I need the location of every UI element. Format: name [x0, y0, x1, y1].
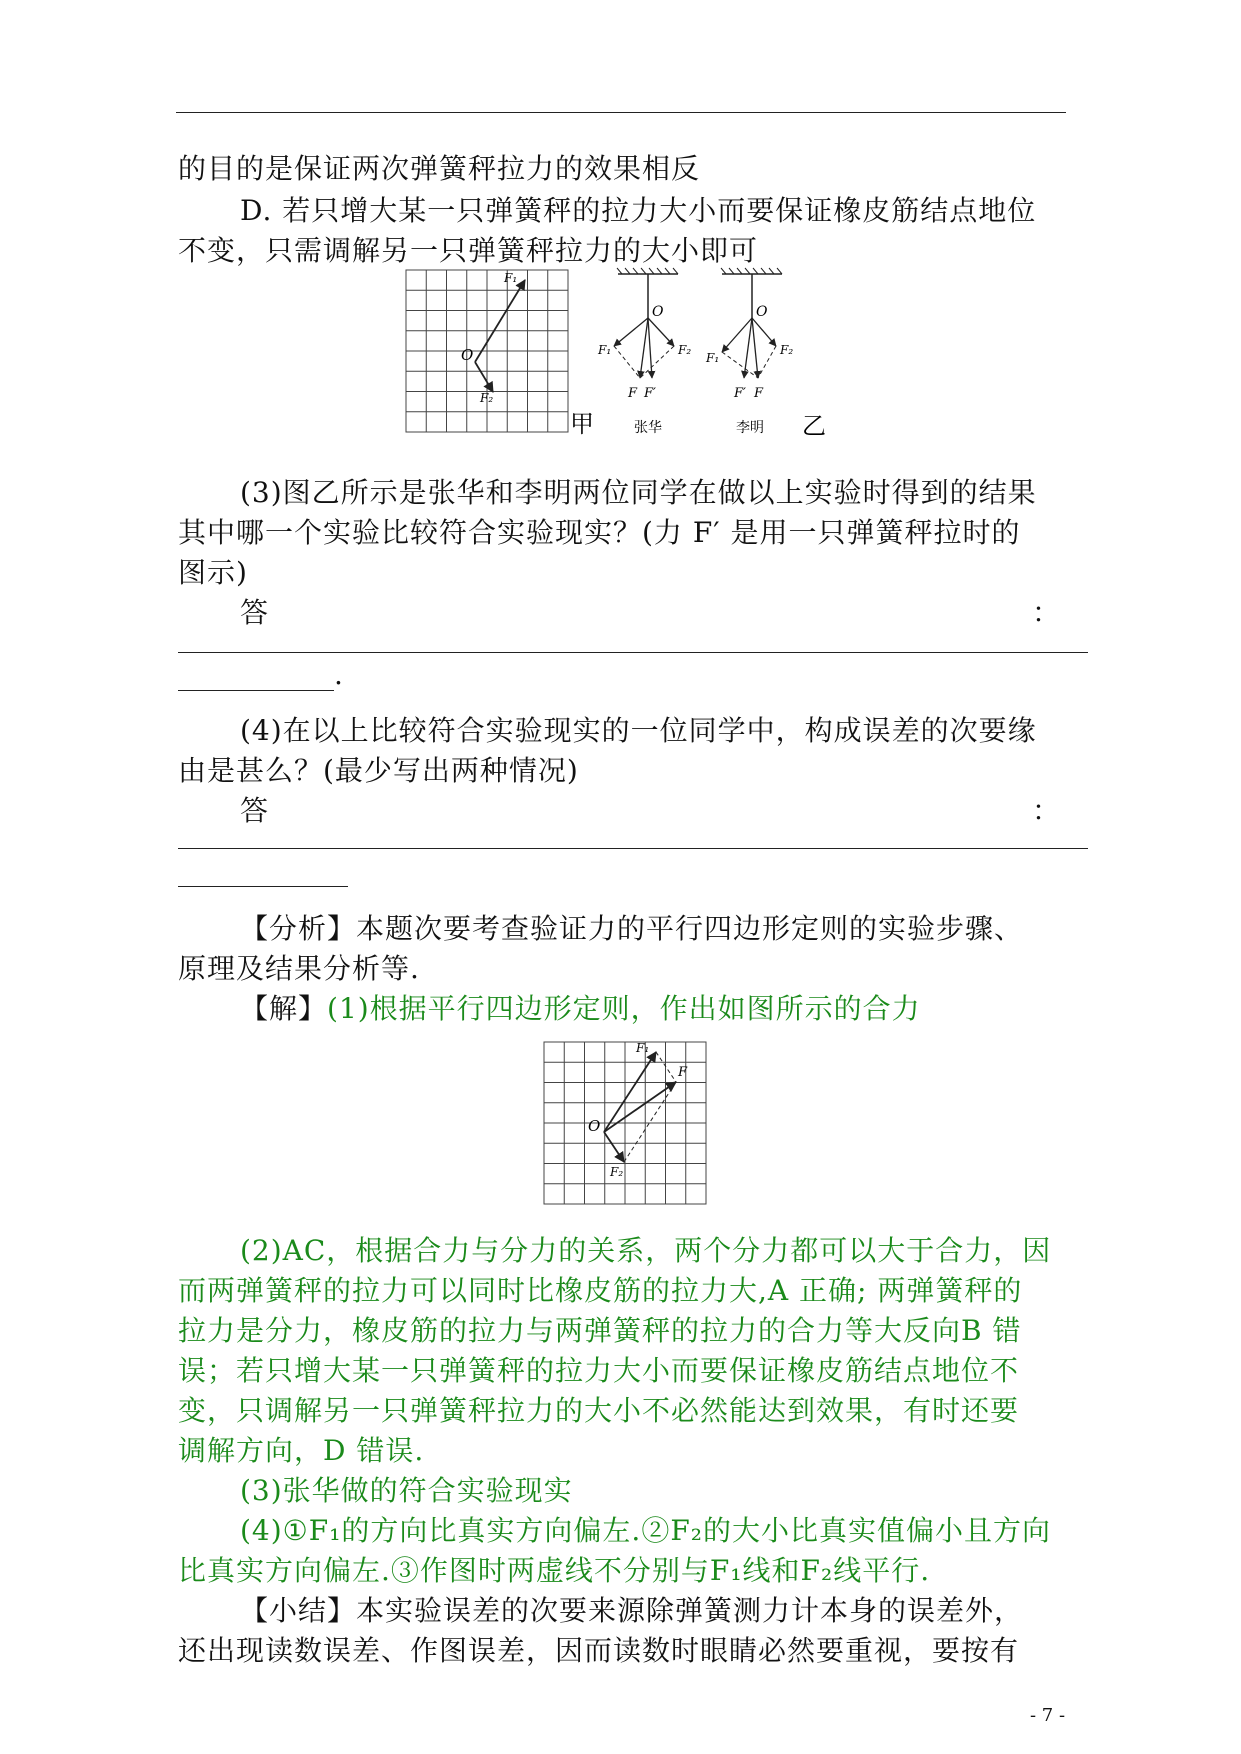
- solution-4-line: 比真实方向偏左.③作图时两虚线不分别与F₁线和F₂线平行.: [178, 1554, 931, 1587]
- label-f1: F₁: [636, 1041, 650, 1055]
- svg-text:F′: F′: [644, 386, 656, 401]
- svg-text:F₂: F₂: [678, 343, 692, 357]
- svg-text:O: O: [652, 304, 664, 320]
- svg-text:F₂: F₂: [780, 343, 794, 357]
- summary-line: 【小结】本实验误差的次要来源除弹簧测力计本身的误差外，: [240, 1594, 1024, 1627]
- answer-blank-line[interactable]: [178, 690, 334, 691]
- label-yi: 乙: [802, 412, 826, 440]
- svg-text:O: O: [756, 304, 768, 320]
- answer-blank-line[interactable]: [178, 652, 1088, 653]
- caption-li: 李明: [736, 420, 764, 436]
- label-o: O: [588, 1117, 601, 1135]
- solution-line: [240, 990, 921, 1028]
- option-d-line: D. 若只增大某一只弹簧秤的拉力大小而要保证橡皮筋结点地位: [240, 194, 1037, 227]
- header-rule: [176, 112, 1066, 113]
- label-f2: F₂: [480, 391, 494, 405]
- analysis-line: 原理及结果分析等.: [178, 952, 420, 985]
- solution-text: (1)根据平行四边形定则，作出如图所示的合力: [327, 992, 921, 1025]
- svg-text:F₁: F₁: [706, 351, 720, 365]
- solution-2-line: 拉力是分力，橡皮筋的拉力与两弹簧秤的拉力的合力等大反向B 错: [178, 1314, 1022, 1347]
- text-line: 不变，只需调解另一只弹簧秤拉力的大小即可: [178, 234, 759, 267]
- vector-f1: [604, 1052, 656, 1132]
- solution-2-line: 变，只调解另一只弹簧秤拉力的大小不必然能达到效果，有时还要: [178, 1394, 1020, 1427]
- caption-zhang: 张华: [634, 420, 662, 436]
- label-f1: F₁: [504, 271, 518, 285]
- answer-label: 答: [240, 596, 270, 629]
- page-number: - 7 -: [1030, 1705, 1066, 1726]
- label-o: O: [461, 346, 474, 364]
- solution-2-line: 误；若只增大某一只弹簧秤的拉力大小而要保证橡皮筋结点地位不: [178, 1354, 1020, 1387]
- answer-colon: ：: [1032, 794, 1061, 827]
- figure-jia-yi: [400, 262, 860, 442]
- diagram-zhang: [597, 268, 691, 436]
- solution-2-line: 调解方向，D 错误.: [178, 1434, 425, 1467]
- summary-line: 还出现读数误差、作图误差，因而读数时眼睛必然要重视，要按有: [178, 1634, 1020, 1667]
- vector-f2: [604, 1132, 624, 1162]
- dashed-side: [624, 1082, 676, 1162]
- svg-text:F₁: F₁: [598, 343, 612, 357]
- question-3-line: 其中哪一个实验比较符合实验现实？(力 F′ 是用一只弹簧秤拉时的: [178, 516, 1021, 549]
- label-f: F: [678, 1065, 688, 1080]
- question-3-line: (3)图乙所示是张华和李明两位同学在做以上实验时得到的结果: [240, 476, 1037, 509]
- question-4-line: 由是甚么？(最少写出两种情况): [178, 754, 579, 787]
- figure-solution: [540, 1036, 720, 1220]
- solution-4-line: (4)①F₁的方向比真实方向偏左.②F₂的大小比真实值偏小且方向: [240, 1514, 1051, 1547]
- analysis-line: 【分析】本题次要考查验证力的平行四边形定则的实验步骤、: [240, 912, 1024, 945]
- answer-colon: ：: [1032, 596, 1061, 629]
- answer-blank-line[interactable]: [178, 886, 348, 887]
- vector-f2: [475, 362, 493, 392]
- grid-jia: [406, 270, 568, 432]
- svg-text:F: F: [628, 386, 638, 401]
- diagram-li: [705, 268, 793, 436]
- question-3-line: 图示): [178, 556, 248, 589]
- solution-tag: 【解】: [240, 992, 328, 1025]
- label-f2: F₂: [610, 1165, 624, 1179]
- answer-blank-line[interactable]: [178, 848, 1088, 849]
- solution-2-line: 而两弹簧秤的拉力可以同时比橡皮筋的拉力大,A 正确; 两弹簧秤的: [178, 1274, 1023, 1307]
- solution-3-line: (3)张华做的符合实验现实: [240, 1474, 573, 1507]
- vector-f1: [475, 280, 525, 362]
- solution-2-line: (2)AC，根据合力与分力的关系，两个分力都可以大于合力，因: [240, 1234, 1052, 1267]
- answer-label: 答: [240, 794, 270, 827]
- svg-text:F: F: [754, 386, 764, 401]
- text-line: 的目的是保证两次弹簧秤拉力的效果相反: [178, 152, 701, 185]
- question-4-line: (4)在以上比较符合实验现实的一位同学中，构成误差的次要缘: [240, 714, 1037, 747]
- label-jia: 甲: [570, 410, 594, 438]
- svg-text:F′: F′: [734, 386, 746, 401]
- answer-blank-end: .: [334, 658, 344, 691]
